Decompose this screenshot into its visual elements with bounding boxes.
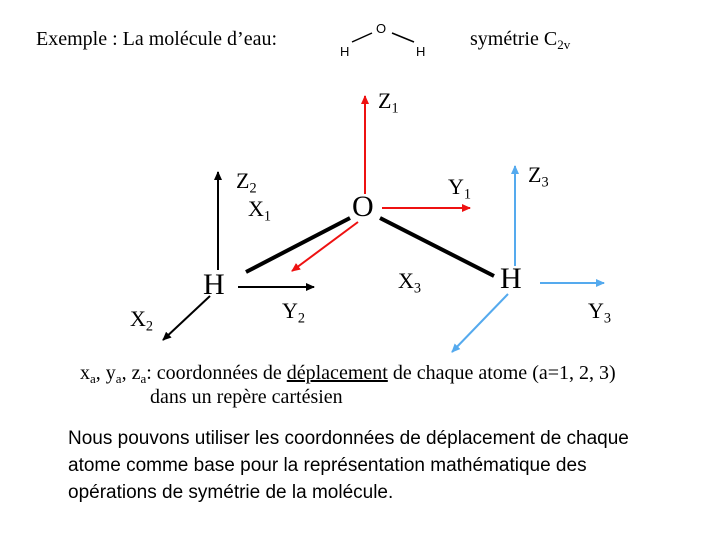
label-y1: $Y_1$ <box>448 174 472 203</box>
label-z2: $Z_2$ <box>236 168 257 197</box>
formula-oxygen: O <box>376 21 387 36</box>
coordinates-caption-line2: dans un repère cartésien <box>150 386 343 408</box>
label-z3: $Z_3$ <box>528 162 549 191</box>
bond-left <box>246 218 350 272</box>
axis-x3-arrow <box>452 294 508 352</box>
hydrogen-left-atom: H <box>203 268 225 301</box>
axis-x2-arrow <box>163 296 210 340</box>
example-label: Exemple : La molécule d’eau: <box>36 28 278 50</box>
coordinates-caption: $x_a$, $y_a$, $z_a$: coordonnées de déplacement de chaque atome (a=1, 2, 3) <box>80 362 616 386</box>
label-x2: $X_2$ <box>130 306 154 335</box>
paragraph-line-2: atome comme base pour la représentation mathématique des <box>68 455 587 476</box>
label-z1: $Z_1$ <box>378 88 399 117</box>
formula-hydrogen-left: H <box>340 44 350 59</box>
oxygen-atom: O <box>352 190 374 223</box>
hydrogen-right-atom: H <box>500 262 522 295</box>
label-y3: $Y_3$ <box>588 298 612 327</box>
symmetry-label: symétrie $C_{2v}$ <box>470 28 571 52</box>
label-x1: $X_1$ <box>248 196 272 225</box>
deplacement-underlined: déplacement <box>286 362 388 384</box>
paragraph-line-3: opérations de symétrie de la molécule. <box>68 482 394 503</box>
formula-bond-left <box>352 33 372 42</box>
formula-bond-right <box>392 33 414 42</box>
formula-hydrogen-right: H <box>416 44 426 59</box>
label-y2: $Y_2$ <box>282 298 306 327</box>
label-x3: $X_3$ <box>398 268 422 297</box>
paragraph-line-1: Nous pouvons utiliser les coordonnées de déplacement de chaque <box>68 428 629 449</box>
